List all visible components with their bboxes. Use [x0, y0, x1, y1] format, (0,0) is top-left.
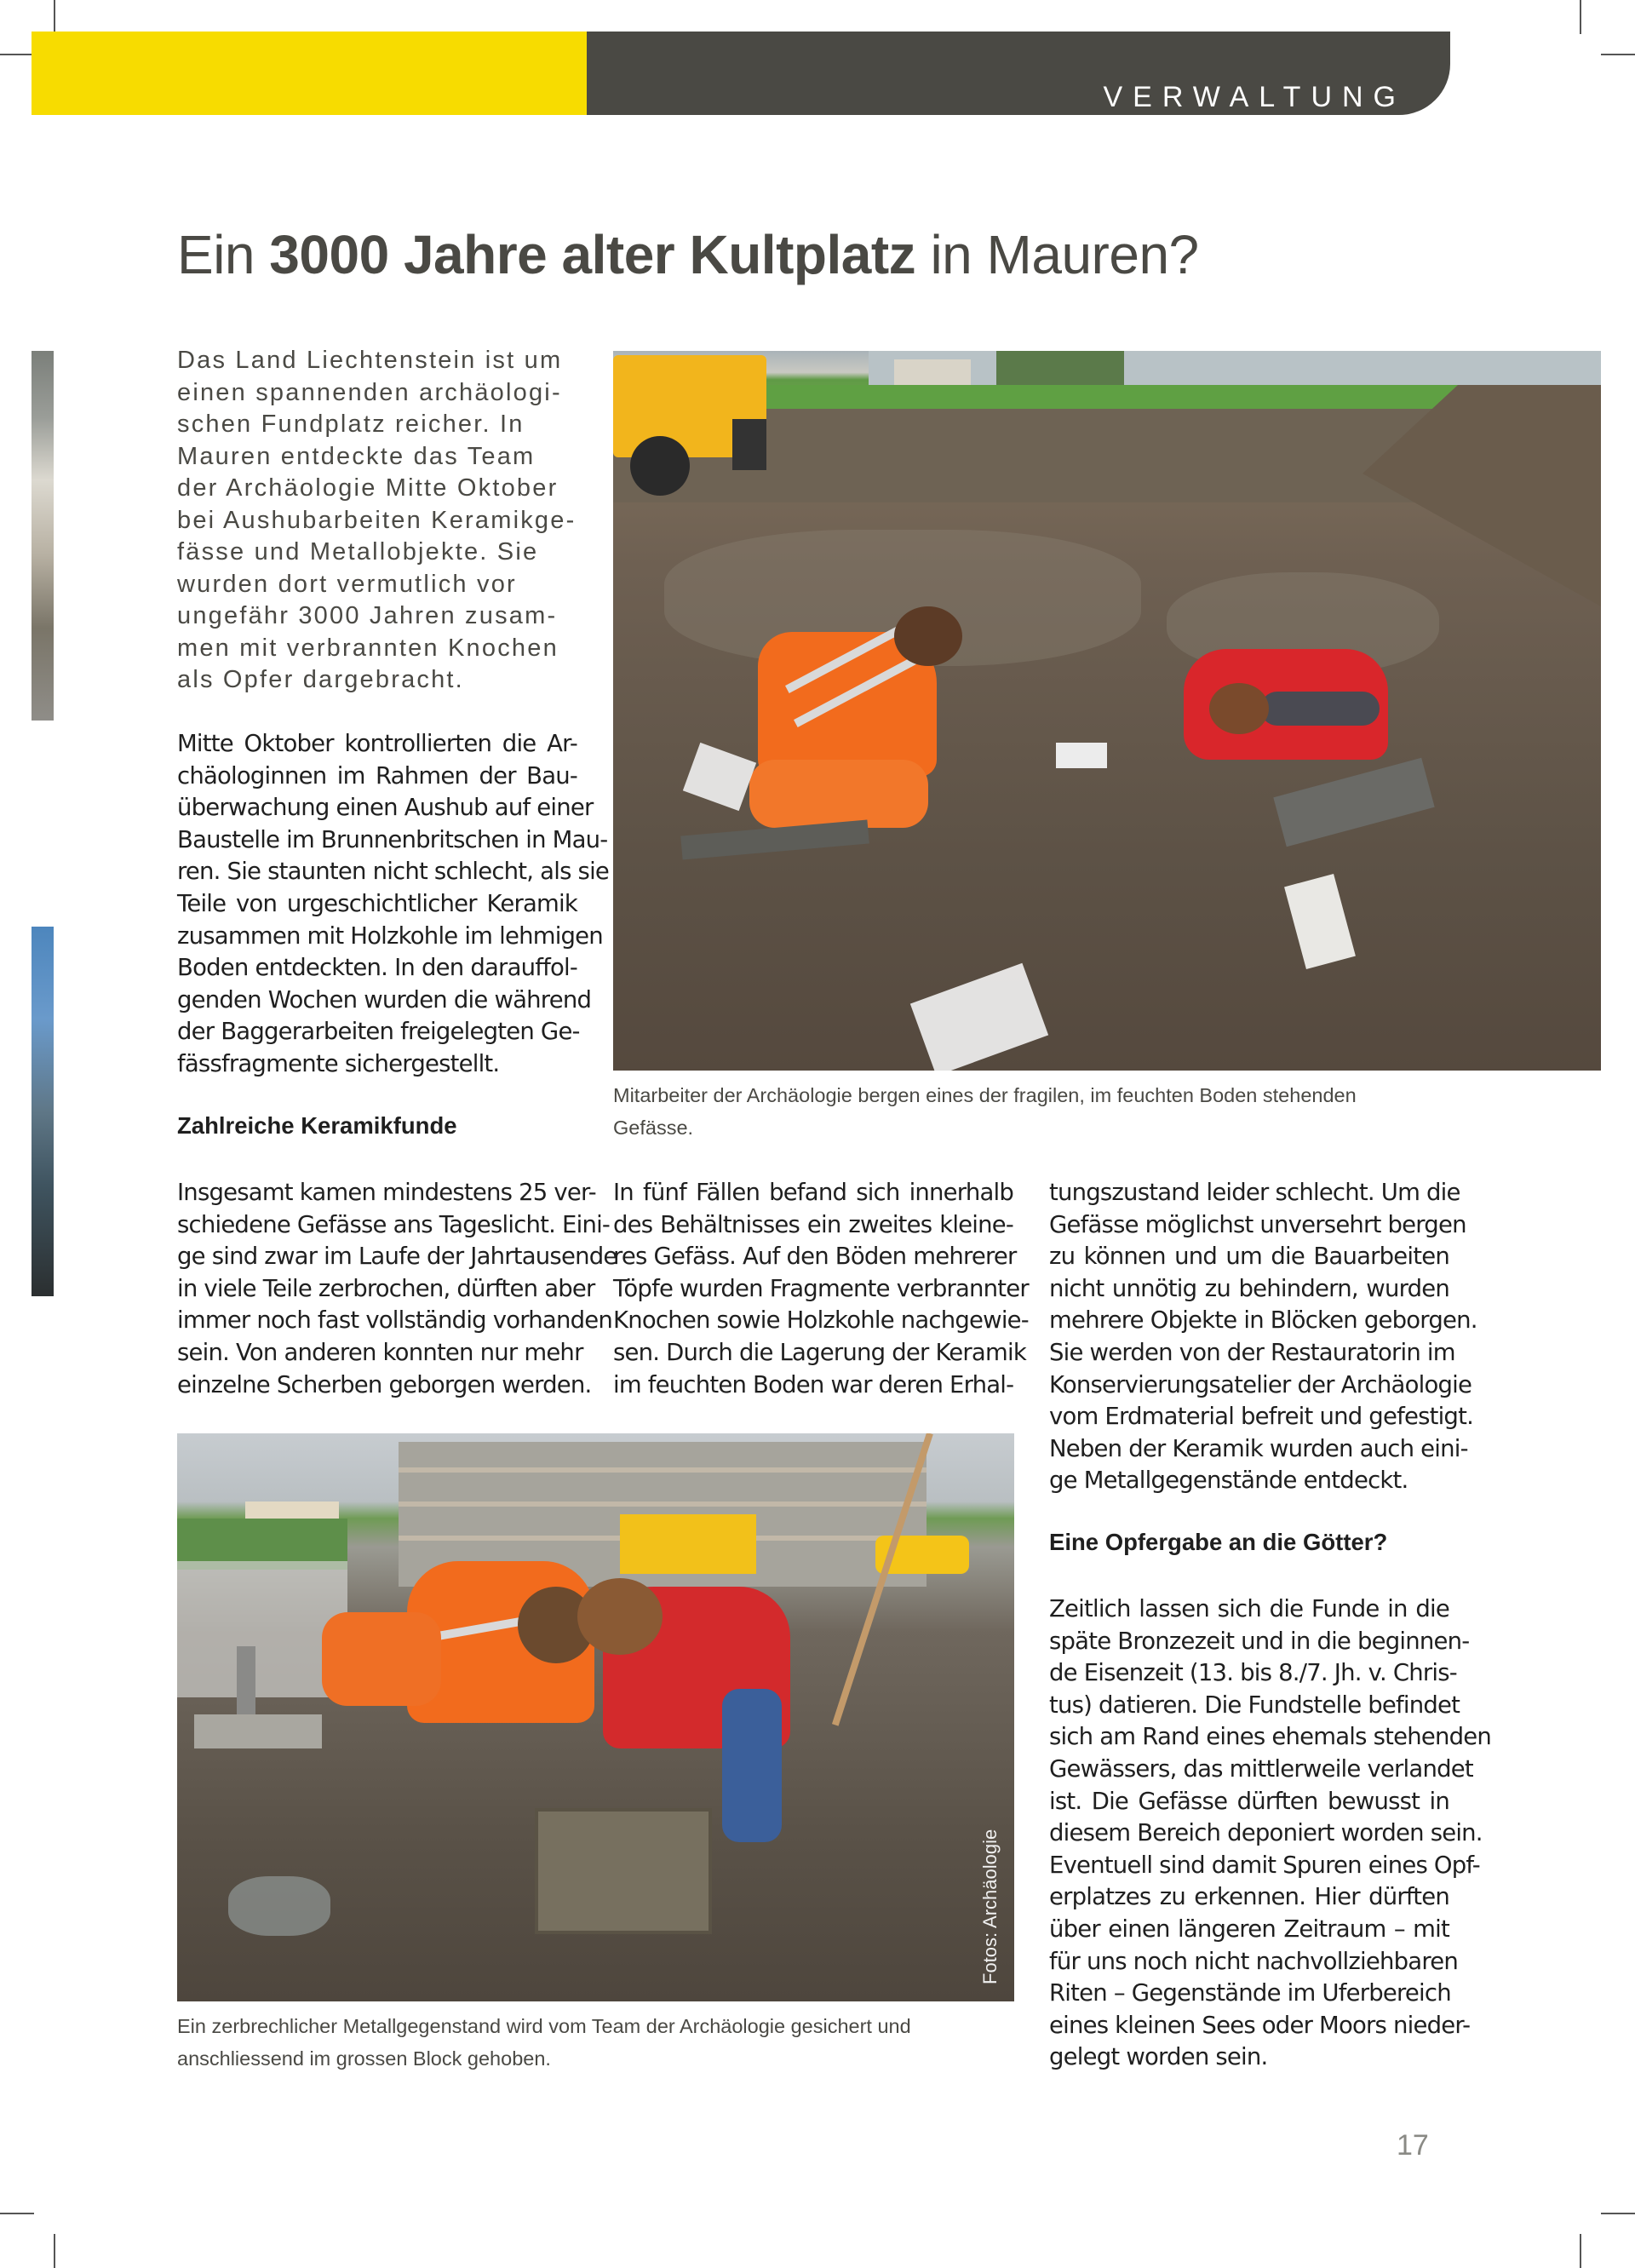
text-line: Knochen sowie Holzkohle nachgewie- — [613, 1306, 1029, 1335]
text-line: tungszustand leider schlecht. Um die — [1049, 1179, 1460, 1206]
crop-mark — [1601, 54, 1635, 55]
text-line: fässe und Metallobjekte. Sie — [177, 538, 539, 566]
text-line: Riten – Gegenstände im Uferbereich — [1049, 1979, 1451, 2007]
text-line: Konservierungsatelier der Archäologie — [1049, 1370, 1472, 1398]
body-paragraph — [1049, 1593, 1492, 2074]
text-line: nicht unnötig zu behindern, wurden — [1049, 1274, 1449, 1302]
text-line: schiedene Gefässe ans Tageslicht. Eini- — [177, 1210, 611, 1238]
text-line: bei Aushubarbeiten Keramikge- — [177, 506, 577, 534]
header-accent-bar — [32, 32, 587, 115]
subheading: Zahlreiche Keramikfunde — [177, 1112, 457, 1139]
text-line: Neben der Keramik wurden auch eini- — [1049, 1434, 1468, 1462]
text-line: ren. Sie staunten nicht schlecht, als sie — [177, 858, 610, 886]
text-line: im feuchten Boden war deren Erhal- — [613, 1370, 1014, 1398]
text-line: de Eisenzeit (13. bis 8./7. Jh. v. Chris- — [1049, 1659, 1457, 1687]
text-line: wurden dort vermutlich vor — [177, 570, 517, 598]
crop-mark — [1580, 2234, 1581, 2268]
text-line: Gefässe. — [613, 1116, 694, 1139]
text-line: men mit verbrannten Knochen — [177, 634, 559, 662]
text-line: über einen längeren Zeitraum – mit — [1049, 1915, 1449, 1943]
text-line: Mauren entdeckte das Team — [177, 442, 536, 470]
text-line: immer noch fast vollständig vorhanden — [177, 1306, 613, 1335]
text-line: in viele Teile zerbrochen, dürften aber — [177, 1274, 595, 1302]
text-line: mehrere Objekte in Blöcken geborgen. — [1049, 1306, 1477, 1335]
body-paragraph — [177, 728, 610, 1081]
text-line: anschliessend im grossen Block gehoben. — [177, 2047, 551, 2070]
crop-mark — [0, 54, 34, 55]
text-line: Zeitlich lassen sich die Funde in die — [1049, 1595, 1449, 1622]
title-bold: 3000 Jahre alter Kultplatz — [269, 224, 916, 285]
body-paragraph — [613, 1177, 1029, 1401]
text-line: Teile von urgeschichtlicher Keramik — [177, 889, 577, 917]
text-line: eines kleinen Sees oder Moors nieder- — [1049, 2011, 1471, 2039]
text-line: diesem Bereich deponiert worden sein. — [1049, 1819, 1483, 1847]
photo-caption — [177, 2011, 1014, 2075]
text-line: einzelne Scherben geborgen werden. — [177, 1370, 592, 1398]
crop-mark — [1580, 0, 1581, 34]
section-label: VERWALTUNG — [1103, 81, 1406, 113]
excavation-photo — [613, 351, 1601, 1071]
crop-mark — [0, 2213, 34, 2214]
text-line: schen Fundplatz reicher. In — [177, 411, 525, 438]
text-line: sich am Rand eines ehemals stehenden — [1049, 1723, 1492, 1751]
page-title — [177, 223, 1199, 286]
text-line: Ein zerbrechlicher Metallgegenstand wird vom Team der Archäologie gesichert und — [177, 2015, 911, 2037]
text-line: vom Erdmaterial befreit und gefestigt. — [1049, 1403, 1474, 1431]
text-line: späte Bronzezeit und in die beginnen- — [1049, 1627, 1470, 1655]
text-line: der Baggerarbeiten freigelegten Ge- — [177, 1018, 580, 1046]
crop-mark — [1601, 2213, 1635, 2214]
text-line: In fünf Fällen befand sich innerhalb — [613, 1179, 1013, 1206]
intro-paragraph — [177, 345, 577, 697]
text-line: Sie werden von der Restauratorin im — [1049, 1338, 1455, 1366]
text-line: sein. Von anderen konnten nur mehr — [177, 1338, 583, 1366]
text-line: des Behältnisses ein zweites kleine- — [613, 1210, 1013, 1238]
text-line: erplatzes zu erkennen. Hier dürften — [1049, 1883, 1449, 1911]
side-image-strip — [32, 351, 54, 721]
text-line: überwachung einen Aushub auf einer — [177, 794, 594, 822]
excavation-photo — [177, 1433, 1014, 2001]
text-line: sen. Durch die Lagerung der Keramik — [613, 1338, 1026, 1366]
page-number: 17 — [1397, 2129, 1429, 2162]
text-line: Baustelle im Brunnenbritschen in Mau- — [177, 825, 608, 853]
text-line: Insgesamt kamen mindestens 25 ver- — [177, 1179, 596, 1206]
text-line: ist. Die Gefässe dürften bewusst in — [1049, 1787, 1449, 1815]
text-line: ungefähr 3000 Jahren zusam- — [177, 602, 558, 629]
text-line: Gewässers, das mittlerweile verlandet — [1049, 1754, 1473, 1783]
title-post: in Mauren? — [915, 224, 1199, 285]
text-line: Das Land Liechtenstein ist um — [177, 347, 563, 374]
text-line: res Gefäss. Auf den Böden mehrerer — [613, 1243, 1017, 1271]
text-line: zu können und um die Bauarbeiten — [1049, 1243, 1449, 1271]
text-line: zusammen mit Holzkohle im lehmigen — [177, 922, 603, 950]
text-line: gelegt worden sein. — [1049, 2043, 1268, 2071]
photo-caption — [613, 1080, 1601, 1144]
title-pre: Ein — [177, 224, 270, 285]
text-line: Mitarbeiter der Archäologie bergen eines der fragilen, im feuchten Boden stehenden — [613, 1084, 1357, 1106]
body-paragraph — [1049, 1177, 1477, 1497]
text-line: chäologinnen im Rahmen der Bau- — [177, 761, 577, 789]
crop-mark — [54, 0, 55, 34]
side-image-strip — [32, 927, 54, 1296]
text-line: genden Wochen wurden die während — [177, 985, 592, 1013]
text-line: einen spannenden archäologi- — [177, 378, 562, 406]
subheading: Eine Opfergabe an die Götter? — [1049, 1529, 1388, 1555]
text-line: für uns noch nicht nachvollziehbaren — [1049, 1947, 1458, 1975]
text-line: Töpfe wurden Fragmente verbrannter — [613, 1274, 1029, 1302]
crop-mark — [54, 2234, 55, 2268]
text-line: Eventuell sind damit Spuren eines Opf- — [1049, 1851, 1480, 1879]
header-bar — [587, 32, 1450, 115]
body-paragraph — [177, 1177, 617, 1401]
text-line: Mitte Oktober kontrollierten die Ar- — [177, 730, 577, 757]
text-line: ge sind zwar im Laufe der Jahrtausende — [177, 1243, 617, 1271]
text-line: Boden entdeckten. In den darauffol- — [177, 954, 577, 982]
photo-credit: Fotos: Archäologie — [979, 1829, 1001, 1984]
text-line: ge Metallgegenstände entdeckt. — [1049, 1467, 1408, 1495]
text-line: fässfragmente sichergestellt. — [177, 1049, 500, 1077]
text-line: tus) datieren. Die Fundstelle befindet — [1049, 1691, 1460, 1719]
text-line: Gefässe möglichst unversehrt bergen — [1049, 1210, 1466, 1238]
text-line: als Opfer dargebracht. — [177, 666, 464, 693]
text-line: der Archäologie Mitte Oktober — [177, 474, 559, 502]
